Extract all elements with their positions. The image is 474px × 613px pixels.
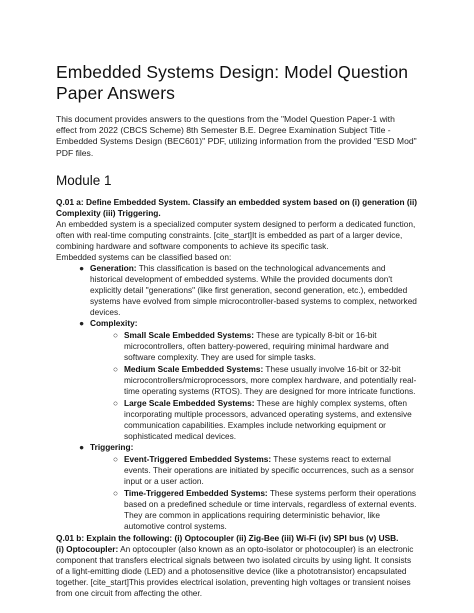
list-item-small-scale [90,330,418,363]
embedded-system-definition: An embedded system is a specialized computer system designed to perform a dedicated function, often with real-time computing constraints. [cite_start]It is embedded as part of a larger device, combining hardware and software components to achieve its specific task. [56,218,416,251]
large-scale-text: These are highly complex systems, often incorporating multiple processors, advanced operating systems, and extensive communication capabilities. Examples include networking equipment or sophisticated medical devices. [124,397,412,441]
hollow-bullet-icon: ○ [112,329,118,340]
hollow-bullet-icon: ○ [112,363,118,374]
complexity-label: Complexity: [90,317,138,328]
triggering-label: Triggering: [90,441,134,452]
small-scale-text: These are typically 8-bit or 16-bit microcontrollers, often battery-powered, requiring minimal hardware and software complexity. They are used for simple tasks. [124,329,389,362]
list-item-triggering [56,442,418,532]
event-triggered-label: Event-Triggered Embedded Systems: [124,453,272,464]
bullet-icon: ● [78,262,84,273]
generation-label: Generation: [90,262,137,273]
generation-text: This classification is based on the technological advancements and historical development of embedded systems. While the provided documents don't explicitly detail "generations" (like first generation, second generation, etc.), embedded systems have evolved from simple microcontroller-based systems to complex, networked devices. [90,262,417,317]
time-triggered-label: Time-Triggered Embedded Systems: [124,487,268,498]
question-1b-heading: Q.01 b: Explain the following: (i) Optocoupler (ii) Zig-Bee (iii) Wi-Fi (iv) SPI bus (v) USB. [56,532,399,543]
time-triggered-text: These systems perform their operations based on a predefined schedule or time intervals, regardless of external events. They are common in applications requiring deterministic behavior, like automotive control systems. [124,487,417,531]
bullet-icon: ● [78,317,84,328]
intro-paragraph: This document provides answers to the questions from the "Model Question Paper-1 with effect from 2022 (CBCS Scheme) 8th Semester B.E. Degree Examination Subject Title - Embedded Systems Design (BEC601)" PDF, utilizing information from the provided "ESD Mod" PDF files. [56,114,417,158]
hollow-bullet-icon: ○ [112,453,118,464]
bullet-icon: ● [78,441,84,452]
list-item-event-triggered [90,454,418,487]
list-item-generation [56,263,418,318]
list-item-medium-scale [90,364,418,397]
optocoupler-paragraph [56,544,418,599]
optocoupler-text: An optocoupler (also known as an opto-isolator or photocoupler) is an electronic component that transfers electrical signals between two isolated circuits by using light. It consists of a light-emitting diode (LED) and a photosensitive device (like a phototransistor) encapsulated together. [cite_start]This provides electrical isolation, preventing high voltages or transient noises from one circuit from affecting the other. [56,543,414,598]
question-1a-heading: Q.01 a: Define Embedded System. Classify an embedded system based on (i) generation (ii) Complexity (iii) Triggering. [56,196,418,218]
list-item-time-triggered [90,488,418,532]
classification-list [56,263,418,532]
module-heading: Module 1 [56,172,112,188]
hollow-bullet-icon: ○ [112,397,118,408]
optocoupler-label: (i) Optocoupler: [56,543,119,554]
complexity-sublist [90,330,418,442]
list-item-complexity [56,318,418,442]
medium-scale-text: These usually involve 16-bit or 32-bit microcontrollers/microprocessors, more complex hardware, and potentially real-time operating systems (RTOS). They are designed for more intricate functions. [124,363,417,396]
triggering-sublist [90,454,418,532]
list-item-large-scale [90,398,418,442]
small-scale-label: Small Scale Embedded Systems: [124,329,255,340]
hollow-bullet-icon: ○ [112,487,118,498]
medium-scale-label: Medium Scale Embedded Systems: [124,363,264,374]
classification-intro: Embedded systems can be classified based on: [56,251,232,262]
document-title: Embedded Systems Design: Model Question Paper Answers [56,62,409,103]
large-scale-label: Large Scale Embedded Systems: [124,397,255,408]
event-triggered-text: These systems react to external events. Their operations are initiated by specific occurrences, such as a sensor input or a user action. [124,453,414,486]
